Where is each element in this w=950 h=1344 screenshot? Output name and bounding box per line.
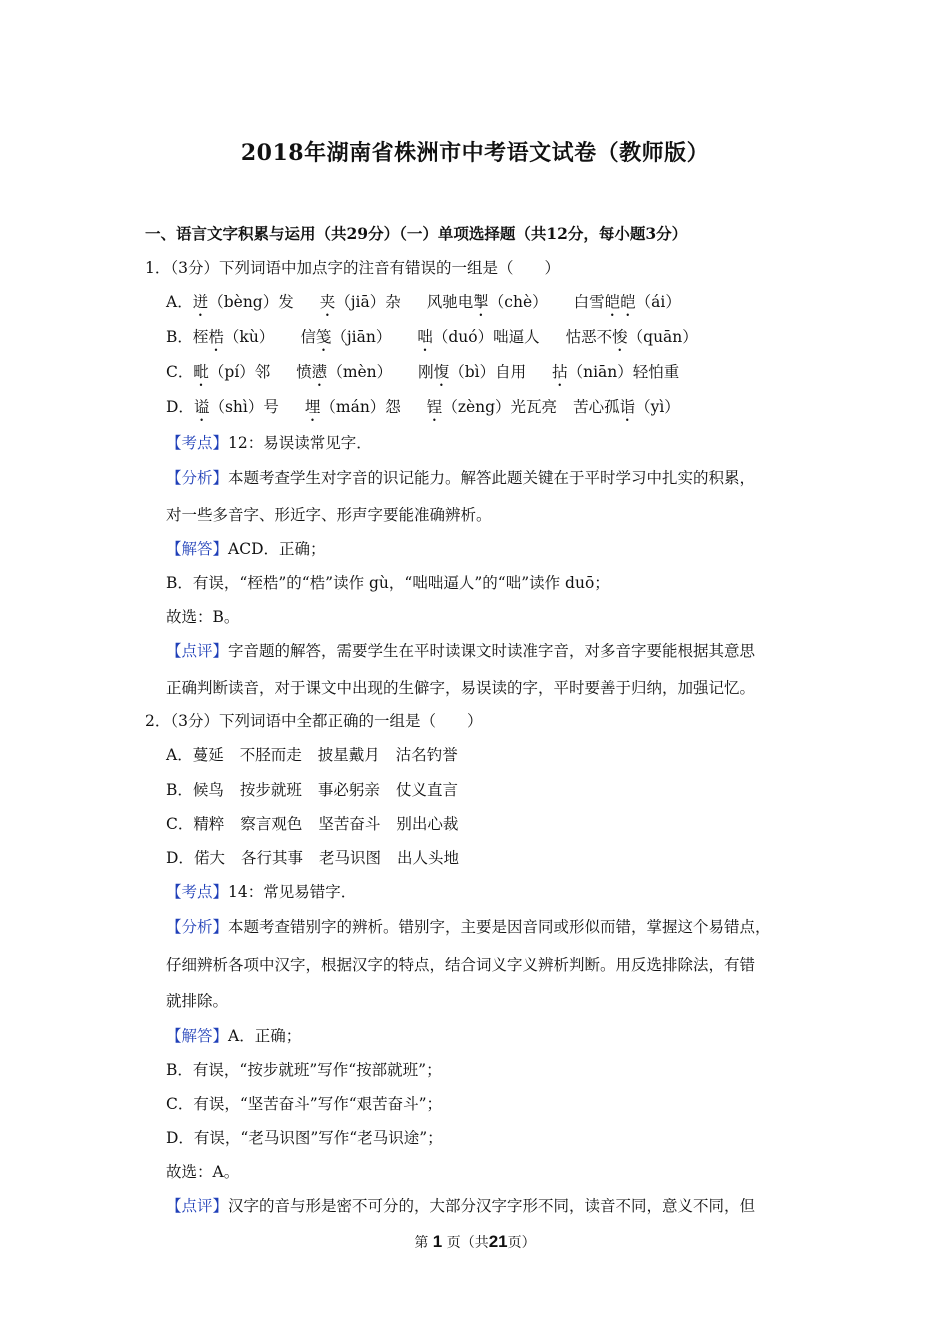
tag-dianping: 【点评】 [166,642,229,660]
option-label: A． [166,293,193,311]
q1-option-d: D．谥（shì）号 埋（mán）怨 锃（zèng）光瓦亮 苦心孤诣（yì） [166,398,680,416]
q2-jieda: 【解答】A．正确； [166,1027,302,1045]
q1-kaodian: 【考点】12：易误读常见字． [166,434,372,452]
option-label: C． [166,363,194,381]
q2-fenxi: 【分析】本题考查错别字的辨析。错别字，主要是因音同或形似而错，掌握这个易错点， [166,918,771,936]
q1-option-b: B．桎梏（kù） 信笺（jiān） 咄（duó）咄逼人 怙恶不悛（quān） [166,328,698,346]
dotted-char: 梏 [208,328,224,346]
page-number: 1 [432,1232,443,1251]
dotted-char: 诣 [619,398,636,416]
q1-answer: 故选：B。 [166,608,240,626]
dotted-char: 咄 [417,328,433,346]
q2-option-a: A．蔓延 不胫而走 披星戴月 沽名钓誉 [166,746,458,764]
dotted-char: 锃 [426,398,443,416]
q1-option-c: C．毗（pí）邻 愤懑（mèn） 刚愎（bì）自用 拈（niān）轻怕重 [166,363,680,381]
q1-fenxi: 【分析】本题考查学生对字音的识记能力。解答此题关键在于平时学习中扎实的积累， [166,469,756,487]
dotted-char: 毗 [193,363,209,381]
dotted-char: 拈 [552,363,568,381]
dotted-char: 迸 [192,293,209,311]
dotted-char: 愎 [433,363,450,381]
page-total: 21 [488,1232,508,1251]
q2-jieda-d: D．有误，“老马识图”写作“老马识途”； [166,1129,443,1147]
tag-fenxi: 【分析】 [166,469,229,487]
q2-stem: 2．（3分）下列词语中全都正确的一组是（ ） [145,712,483,730]
q1-option-a: A．迸（bèng）发 夹（jiā）杂 风驰电掣（chè） 白雪皑皑（ái） [166,293,681,311]
q1-jieda-b: B．有误，“桎梏”的“梏”读作 gù，“咄咄逼人”的“咄”读作 duō； [166,574,610,592]
dotted-char: 谥 [193,398,210,416]
dotted-char: 掣 [473,293,489,311]
q1-jieda: 【解答】ACD．正确； [166,540,326,558]
q2-option-b: B．候鸟 按步就班 事必躬亲 仗义直言 [166,781,458,799]
q1-stem: 1．（3分）下列词语中加点字的注音有错误的一组是（ ） [145,259,560,277]
dotted-char: 懑 [311,363,328,381]
option-label: D． [166,398,194,416]
dotted-char: 悛 [612,328,628,346]
q2-dianping: 【点评】汉字的音与形是密不可分的，大部分汉字字形不同，读音不同，意义不同，但 [166,1197,756,1215]
dotted-char: 笺 [315,328,332,346]
q1-fenxi-cont: 对一些多音字、形近字、形声字要能准确辨析。 [166,506,492,524]
tag-kaodian: 【考点】 [166,434,229,452]
q2-jieda-c: C．有误，“坚苦奋斗”写作“艰苦奋斗”； [166,1095,443,1113]
tag-fenxi: 【分析】 [166,918,229,936]
page-title: 2018年湖南省株洲市中考语文试卷（教师版） [240,140,710,166]
section-heading: 一、语言文字积累与运用（共29分）（一）单项选择题（共12分，每小题3分） [145,224,688,243]
tag-jieda: 【解答】 [166,1027,229,1045]
q1-dianping-cont: 正确判断读音，对于课文中出现的生僻字，易误读的字，平时要善于归纳，加强记忆。 [166,679,756,697]
dotted-char: 夹 [319,293,336,311]
tag-kaodian: 【考点】 [166,883,229,901]
page-footer: 第 1 页（共21页） [414,1232,536,1251]
tag-jieda: 【解答】 [166,540,229,558]
tag-dianping: 【点评】 [166,1197,229,1215]
option-label: B． [166,328,193,346]
dotted-char: 皑皑 [604,293,636,311]
q2-option-d: D．偌大 各行其事 老马识图 出人头地 [166,849,459,867]
q2-fenxi-cont: 仔细辨析各项中汉字，根据汉字的特点，结合词义字义辨析判断。用反选排除法，有错 [166,956,756,974]
q2-option-c: C．精粹 察言观色 坚苦奋斗 别出心裁 [166,815,459,833]
q2-fenxi-cont2: 就排除。 [166,992,229,1010]
q2-kaodian: 【考点】14：常见易错字． [166,883,357,901]
q2-answer: 故选：A。 [166,1163,240,1181]
dotted-char: 埋 [304,398,321,416]
q1-dianping: 【点评】字音题的解答，需要学生在平时读课文时读准字音，对多音字要能根据其意思 [166,642,756,660]
q2-jieda-b: B．有误，“按步就班”写作“按部就班”； [166,1061,442,1079]
